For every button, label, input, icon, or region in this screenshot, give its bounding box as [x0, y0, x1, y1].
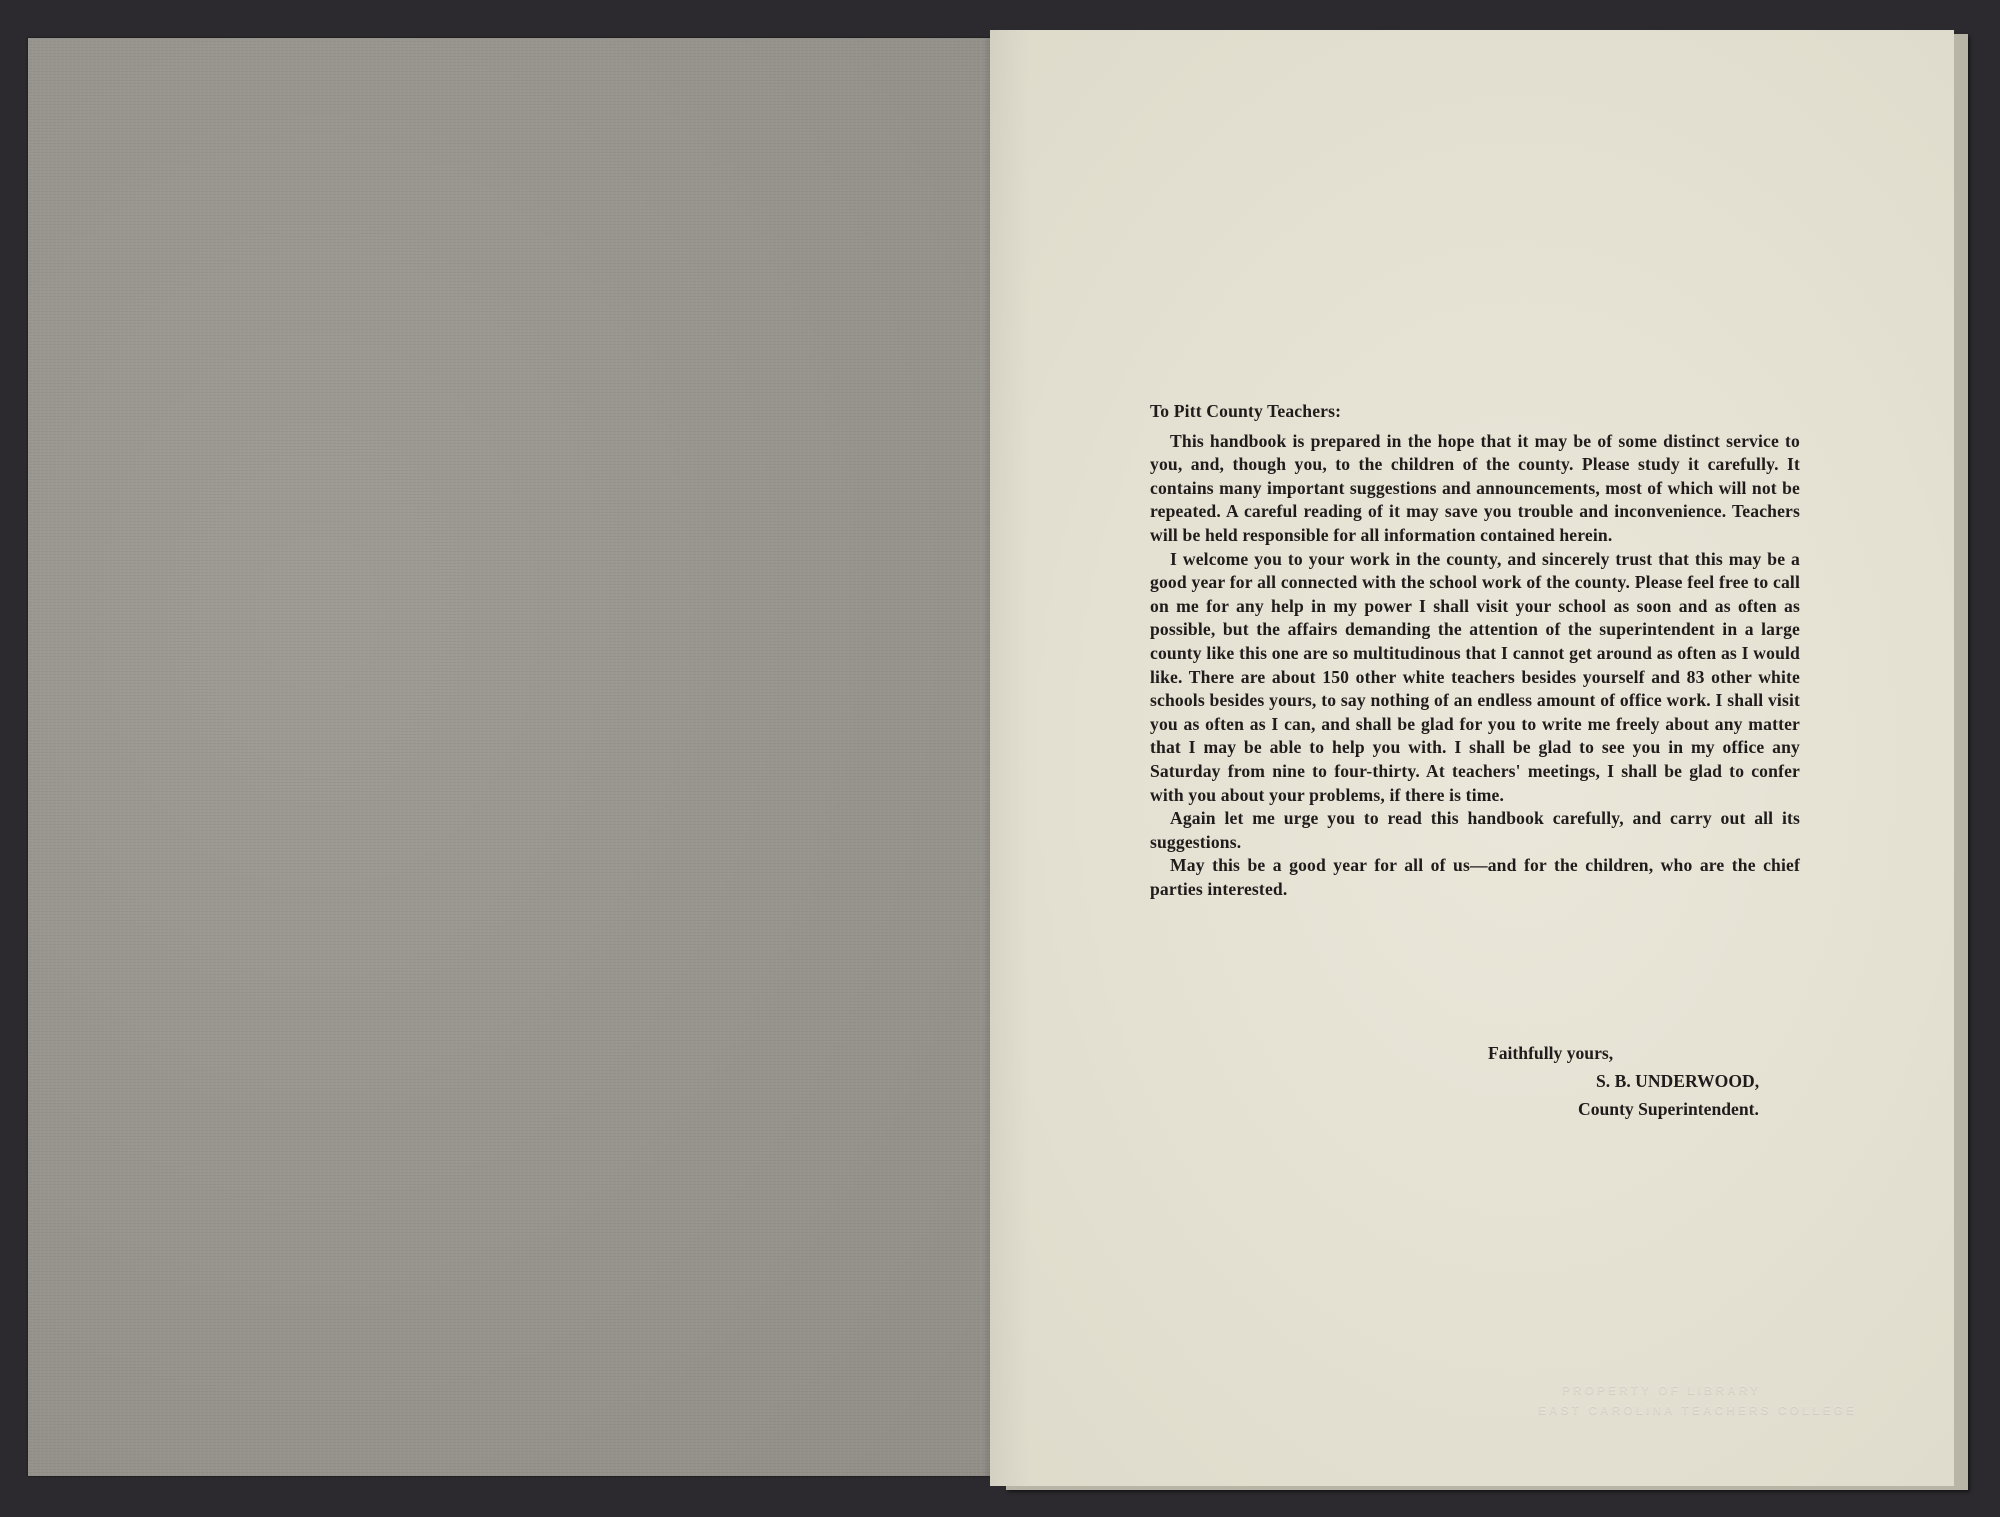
letter-signature: S. B. UNDERWOOD,: [1596, 1071, 1760, 1091]
letter-salutation: To Pitt County Teachers:: [1150, 401, 1342, 421]
library-stamp-line: PROPERTY OF LIBRARY: [1562, 1383, 1762, 1397]
letter-paragraph: Again let me urge you to read this handbook carefully, and carry out all its suggestions.: [1150, 808, 1800, 852]
letter-paragraph: I welcome you to your work in the county, and sincerely trust that this may be a good year for all connected with the school work of the county. Please feel free to call on me for any help in my power I shall visit your school as soon and as often as possible, but the affairs demanding the attention of the superintendent in a large county like this one are so multitudinous that I cannot get around as often as I would like. There are about 150 other white teachers besides yourself and 83 other white schools besides yours, to say nothing of an endless amount of office work. I shall visit you as often as I can, and shall be glad for you to write me freely about any matter that I may be able to help you with. I shall be glad to see you in my office any Saturday from nine to four-thirty. At teachers' meetings, I shall be glad to confer with you about your problems, if there is time.: [1150, 548, 1800, 805]
letter-body: [1150, 400, 1800, 901]
letter-paragraph: This handbook is prepared in the hope that it may be of some distinct service to you, and, though you, to the children of the county. Please study it carefully. It contains many important suggestions and announcements, most of which will not be repeated. A careful reading of it may save you trouble and inconvenience. Teachers will be held responsible for all information contained herein.: [1150, 430, 1800, 545]
letter-paragraph: May this be a good year for all of us—and for the children, who are the chief parties interested.: [1150, 855, 1800, 899]
library-stamp: [1538, 1380, 1857, 1420]
back-cover-left: [28, 38, 996, 1476]
letter-signer-title: County Superintendent.: [1578, 1099, 1759, 1119]
letter-closing: Faithfully yours,: [1488, 1043, 1614, 1063]
library-stamp-line: EAST CAROLINA TEACHERS COLLEGE: [1538, 1403, 1857, 1417]
